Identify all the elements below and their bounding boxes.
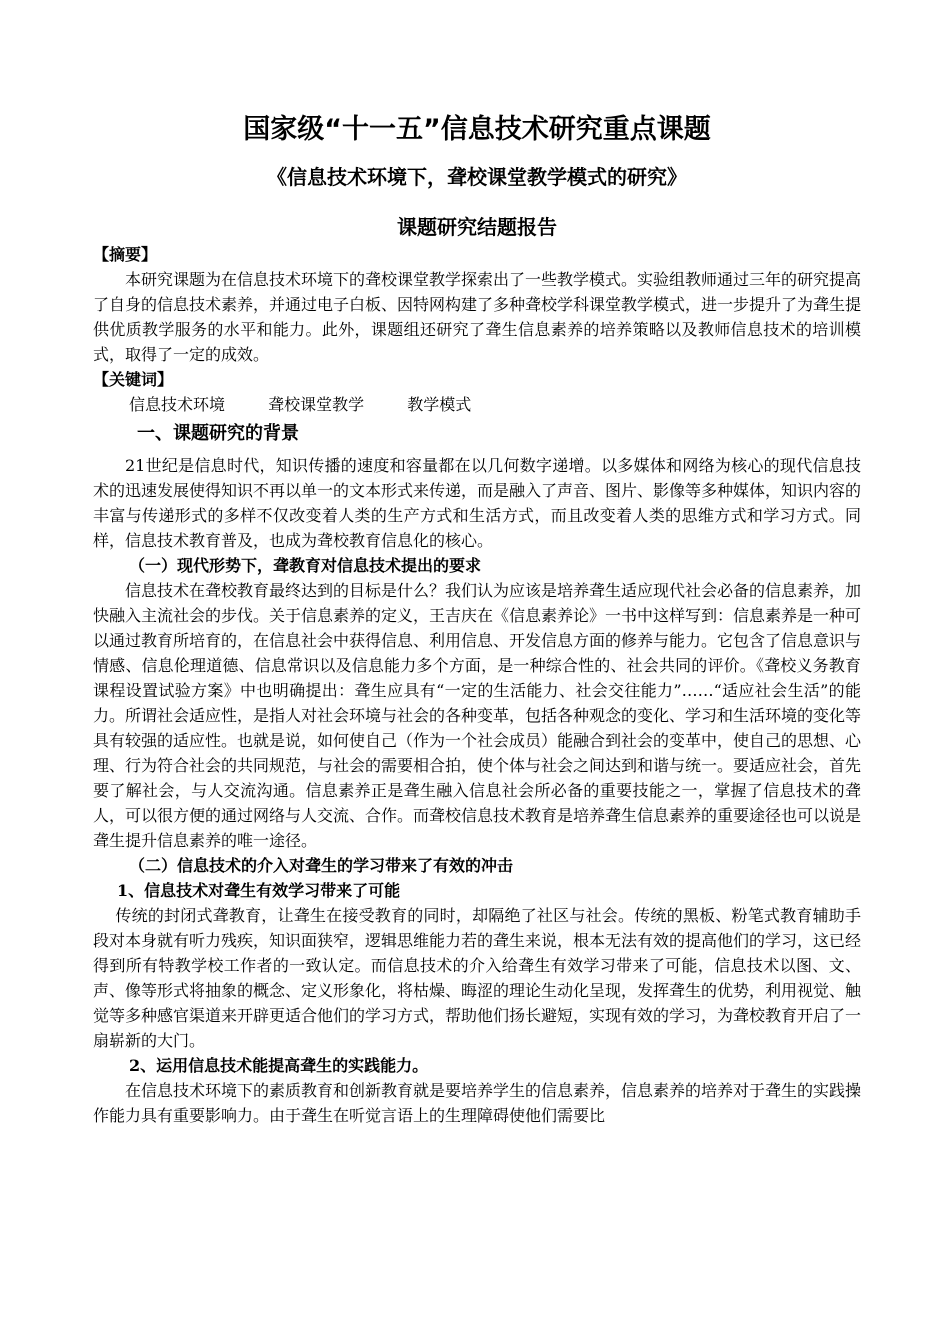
keyword-item: 信息技术环境 xyxy=(129,395,226,414)
section-heading-background: 一、课题研究的背景 xyxy=(137,423,299,444)
keyword-item: 教学模式 xyxy=(407,395,472,414)
keyword-item: 聋校课堂教学 xyxy=(268,395,365,414)
document-title: 国家级“十一五”信息技术研究重点课题 xyxy=(243,114,711,145)
keywords-label: 【关键词】 xyxy=(93,370,174,389)
project-title: 《信息技术环境下，聋校课堂教学模式的研究》 xyxy=(267,165,687,189)
background-paragraph: 21世纪是信息时代，知识传播的速度和容量都在以几何数字递增。以多媒体和网络为核心的现代信息技术的迅速发展使得知识不再以单一的文本形式来传递，而是融入了声音、图片、影像等多种媒体，知识内容的丰富与传递形式的多样不仅改变着人类的生产方式和生活方式，而且改变着人类的思维方式和学习方式。同样，信息技术教育普及，也成为聋校教育信息化的核心。 xyxy=(93,456,862,550)
abstract-label: 【摘要】 xyxy=(93,245,158,264)
item-heading-practical-ability: 2、运用信息技术能提高聋生的实践能力。 xyxy=(129,1056,429,1075)
subsection-heading-requirements: （一）现代形势下，聋教育对信息技术提出的要求 xyxy=(129,556,482,575)
item-heading-effective-learning: 1、信息技术对聋生有效学习带来了可能 xyxy=(117,881,401,900)
requirements-paragraph: 信息技术在聋校教育最终达到的目标是什么？我们认为应该是培养聋生适应现代社会必备的信息素养，加快融入主流社会的步伐。关于信息素养的定义，王吉庆在《信息素养论》一书中这样写到：信息素养是一种可以通过教育所培育的，在信息社会中获得信息、利用信息、开发信息方面的修养与能力。它包含了信息意识与情感、信息伦理道德、信息常识以及信息能力多个方面，是一种综合性的、社会共同的评价。《聋校义务教育课程设置试验方案》中也明确提出：聋生应具有“一定的生活能力、社会交往能力”……“适应社会生活”的能力。所谓社会适应性，是指人对社会环境与社会的各种变革，包括各种观念的变化、学习和生活环境的变化等具有较强的适应性。也就是说，如何使自己（作为一个社会成员）能融合到社会的变革中，使自己的思想、心理、行为符合社会的共同规范，与社会的需要相合拍，使个体与社会之间达到和谐与统一。要适应社会，首先要了解社会，与人交流沟通。信息素养正是聋生融入信息社会所必备的重要技能之一，掌握了信息技术的聋人，可以很方便的通过网络与人交流、合作。而聋校信息技术教育是培养聋生信息素养的重要途径也可以说是聋生提升信息素养的唯一途径。 xyxy=(93,581,862,850)
document-page xyxy=(93,100,861,1128)
abstract-paragraph: 本研究课题为在信息技术环境下的聋校课堂教学探索出了一些教学模式。实验组教师通过三年的研究提高了自身的信息技术素养，并通过电子白板、因特网构建了多种聋校学科课堂教学模式，进一步提升了为聋生提供优质教学服务的水平和能力。此外，课题组还研究了聋生信息素养的培养策略以及教师信息技术的培训模式，取得了一定的成效。 xyxy=(93,270,862,364)
effective-learning-paragraph: 传统的封闭式聋教育，让聋生在接受教育的同时，却隔绝了社区与社会。传统的黑板、粉笔式教育辅助手段对本身就有听力残疾，知识面狭窄，逻辑思维能力若的聋生来说，根本无法有效的提高他们的学习，这已经得到所有特教学校工作者的一致认定。而信息技术的介入给聋生有效学习带来了可能，信息技术以图、文、声、像等形式将抽象的概念、定义形象化，将枯燥、晦涩的理论生动化呈现，发挥聋生的优势，利用视觉、触觉等多种感官渠道来开辟更适合他们的学习方式，帮助他们扬长避短，实现有效的学习，为聋校教育开启了一扇崭新的大门。 xyxy=(93,906,862,1050)
practical-ability-paragraph: 在信息技术环境下的素质教育和创新教育就是要培养学生的信息素养，信息素养的培养对于聋生的实践操作能力具有重要影响力。由于聋生在听觉言语上的生理障碍使他们需要比 xyxy=(93,1081,862,1125)
report-title: 课题研究结题报告 xyxy=(397,215,557,239)
keywords-list xyxy=(93,392,861,417)
subsection-heading-impact: （二）信息技术的介入对聋生的学习带来了有效的冲击 xyxy=(129,856,514,875)
